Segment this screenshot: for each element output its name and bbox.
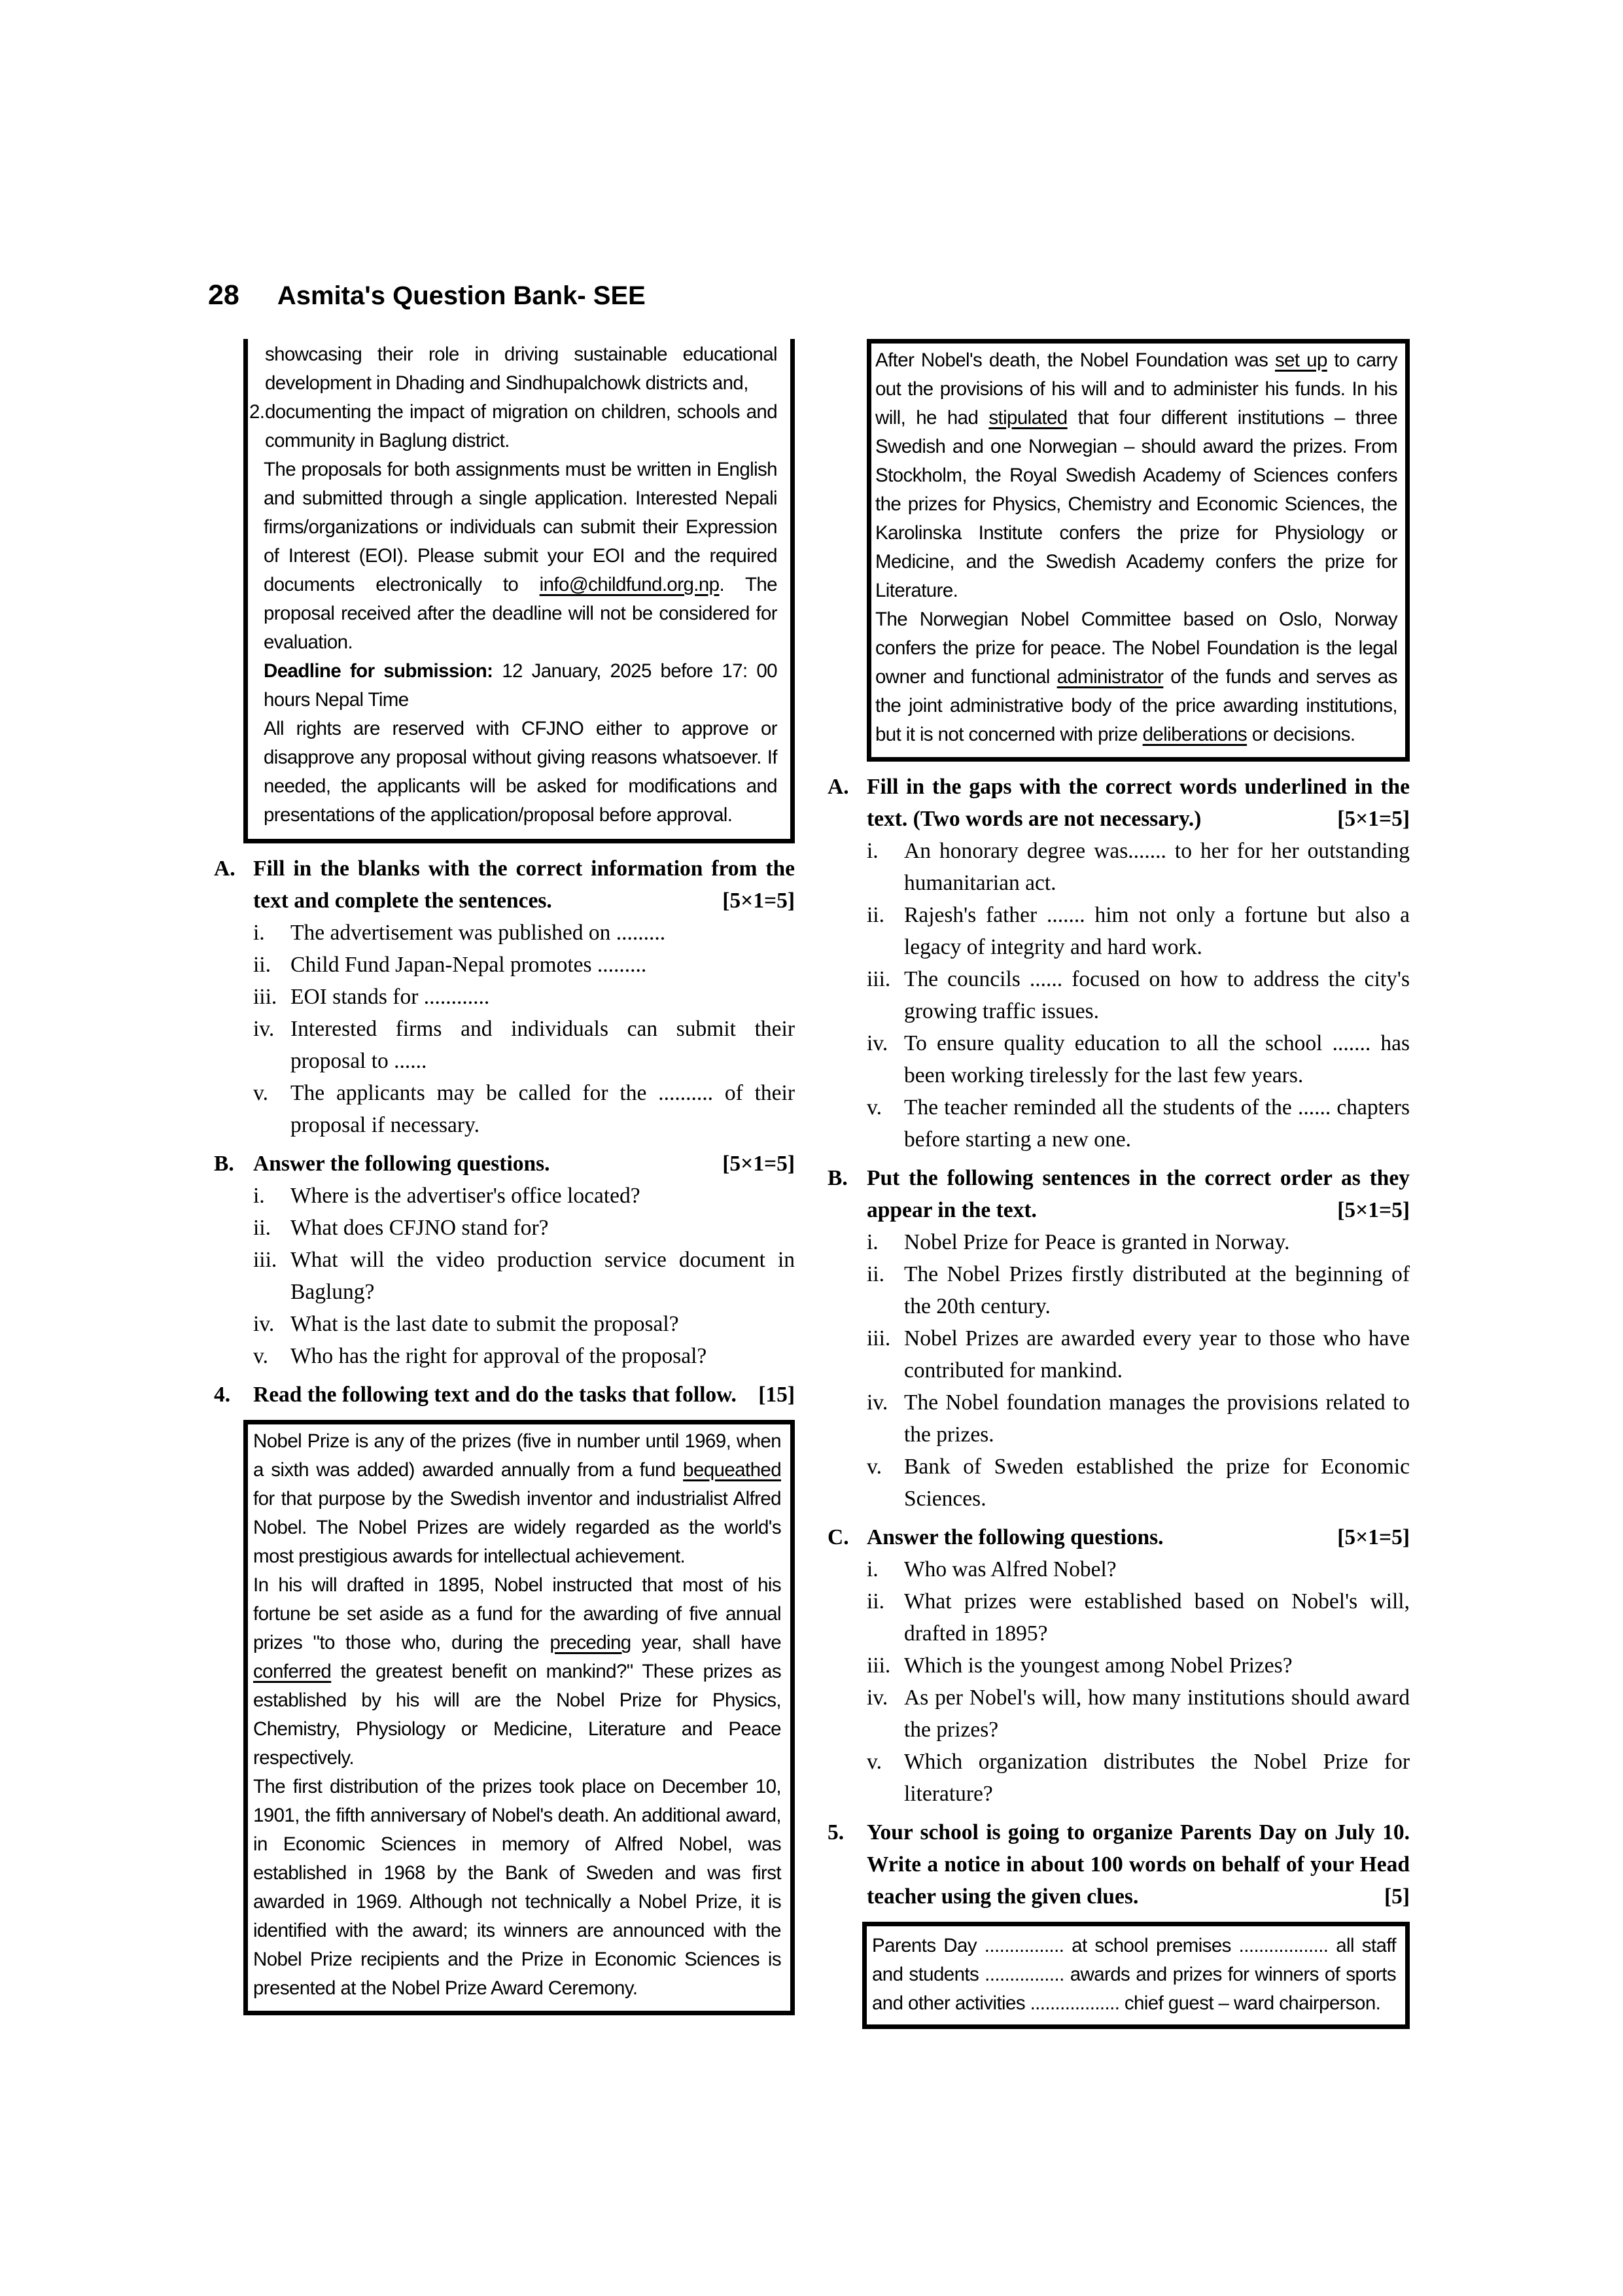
item-label: iv.: [867, 1390, 888, 1415]
section-heading-text: Fill in the blanks with the correct information from the text and complete the sentences.: [253, 857, 795, 913]
section-heading-text: Answer the following questions.: [253, 1152, 550, 1176]
page-title: Asmita's Question Bank- SEE: [277, 281, 646, 310]
question-item: [253, 1308, 795, 1340]
item-label: v.: [867, 1750, 882, 1774]
item-text: As per Nobel's will, how many institutions should award the prizes?: [904, 1686, 1410, 1742]
question-item: [867, 1451, 1410, 1515]
question-item: [253, 1244, 795, 1308]
question-4: [214, 1379, 795, 1411]
item-label: i.: [253, 921, 265, 945]
item-text: The teacher reminded all the students of the ...... chapters before starting a new one.: [904, 1095, 1410, 1152]
item-text: What will the video production service document in Baglung?: [290, 1248, 795, 1304]
item-label: iv.: [867, 1031, 888, 1055]
marks-badge: [5×1=5]: [722, 1152, 795, 1176]
section-b-left: [214, 1148, 795, 1372]
item-label: i.: [867, 839, 879, 863]
question-item: [867, 1386, 1410, 1451]
question-item: [867, 1746, 1410, 1810]
item-label: ii.: [253, 1216, 271, 1240]
item-text: Who has the right for approval of the proposal?: [290, 1344, 707, 1368]
item-label: ii.: [867, 1589, 884, 1614]
paragraph: The proposals for both assignments must be written in English and submitted through a single application. Interested Nepali firms/organizations or individuals can submit their Expression of Interest (EOI). Please submit your EOI and the required documents electronically to info@childfund.org.np. The proposal received after the deadline will not be considered for evaluation.: [264, 459, 777, 653]
paragraph: All rights are reserved with CFJNO either to approve or disapprove any proposal without giving reasons whatsoever. If needed, the applicants will be asked for modifications and presentations of the application/proposal before approval.: [264, 718, 777, 826]
item-text: The Nobel Prizes firstly distributed at the beginning of the 20th century.: [904, 1262, 1410, 1318]
item-text: EOI stands for ............: [290, 985, 490, 1009]
page-header: [208, 281, 646, 309]
item-label: ii.: [253, 953, 271, 977]
deadline-paragraph: Deadline for submission: 12 January, 2025 before 17: 00 hours Nepal Time: [264, 660, 777, 711]
item-label: v.: [867, 1455, 882, 1479]
item-label: v.: [253, 1081, 268, 1105]
right-column: [828, 339, 1410, 2029]
item-label: v.: [867, 1095, 882, 1120]
paragraph: Parents Day ................ at school premises .................. all staff and students ................ awards and prizes for winners of sports and other activities .................. chief guest – ward chairperson.: [872, 1935, 1396, 2014]
item-text: What prizes were established based on Nobel's will, drafted in 1895?: [904, 1589, 1410, 1646]
question-items: [867, 835, 1410, 1156]
item-text: Bank of Sweden established the prize for Economic Sciences.: [904, 1455, 1410, 1511]
item-text: What is the last date to submit the proposal?: [290, 1312, 679, 1336]
paragraph: The Norwegian Nobel Committee based on Oslo, Norway confers the prize for peace. The Nobel Foundation is the legal owner and functional administrator of the funds and serves as the joint administrative body of the price awarding institutions, but it is not concerned with prize deliberations or decisions.: [875, 609, 1397, 745]
question-item: [253, 949, 795, 981]
item-text: Child Fund Japan-Nepal promotes .........: [290, 953, 647, 977]
marks-badge: [5×1=5]: [722, 889, 795, 913]
question-item: [253, 1340, 795, 1372]
item-label: i.: [867, 1557, 879, 1581]
item-label: iii.: [253, 1248, 277, 1272]
nobel-passage-box: [243, 1420, 795, 2015]
question-item: [253, 1212, 795, 1244]
question-item: [867, 1682, 1410, 1746]
question-items: [867, 1226, 1410, 1515]
item-label: iv.: [253, 1312, 275, 1336]
item-label: i.: [253, 1184, 265, 1208]
section-heading: [828, 1816, 1410, 1913]
section-label: 4.: [214, 1383, 231, 1407]
marks-badge: [5×1=5]: [1337, 1525, 1410, 1549]
question-items: [253, 1180, 795, 1372]
item-label: ii.: [867, 1262, 884, 1286]
question-item: [253, 981, 795, 1013]
item-text: Interested firms and individuals can submit their proposal to ......: [290, 1017, 795, 1073]
item-label: v.: [253, 1344, 268, 1368]
section-label: A.: [214, 857, 236, 881]
item-text: Nobel Prize for Peace is granted in Norway.: [904, 1230, 1290, 1254]
item-text: Rajesh's father ....... him not only a fortune but also a legacy of integrity and hard work.: [904, 903, 1410, 959]
item-text: Nobel Prizes are awarded every year to those who have contributed for mankind.: [904, 1326, 1410, 1383]
item-text: The Nobel foundation manages the provisions related to the prizes.: [904, 1390, 1410, 1447]
list-item: [249, 340, 777, 398]
item-text: An honorary degree was....... to her for her outstanding humanitarian act.: [904, 839, 1410, 895]
item-text: documenting the impact of migration on children, schools and community in Baglung district.: [265, 401, 777, 451]
item-label: iv.: [867, 1686, 888, 1710]
question-item: [867, 1322, 1410, 1386]
item-text: showcasing their role in driving sustainable educational development in Dhading and Sindhupalchowk districts and,: [265, 344, 777, 394]
item-label: iii.: [867, 1326, 891, 1351]
page-number: 28: [208, 279, 239, 311]
question-item: [867, 899, 1410, 963]
item-label: ii.: [867, 903, 884, 927]
question-item: [867, 1650, 1410, 1682]
section-label: C.: [828, 1525, 849, 1549]
advertisement-box: [243, 339, 795, 843]
question-item: [867, 1585, 1410, 1650]
section-heading: [828, 771, 1410, 835]
two-column-layout: [214, 339, 1410, 2029]
section-c-right: [828, 1521, 1410, 1810]
section-heading-text: Your school is going to organize Parents Day on July 10. Write a notice in about 100 words on behalf of your Head teacher using the given clues.: [867, 1820, 1410, 1909]
item-text: Where is the advertiser's office located?: [290, 1184, 640, 1208]
marks-badge: [15]: [758, 1383, 795, 1407]
marks-badge: [5×1=5]: [1337, 1198, 1410, 1222]
question-item: [867, 1027, 1410, 1091]
question-item: [253, 1180, 795, 1212]
section-heading-text: Read the following text and do the tasks that follow.: [253, 1383, 737, 1407]
list-item: [249, 398, 777, 455]
question-items: [867, 1553, 1410, 1810]
section-heading-text: Put the following sentences in the correct order as they appear in the text.: [867, 1166, 1410, 1222]
item-text: Who was Alfred Nobel?: [904, 1557, 1117, 1581]
section-heading: [214, 1379, 795, 1411]
question-item: [867, 963, 1410, 1027]
marks-badge: [5]: [1384, 1884, 1410, 1909]
question-item: [253, 1077, 795, 1141]
question-item: [867, 1553, 1410, 1585]
item-label: i.: [867, 1230, 879, 1254]
paragraph: In his will drafted in 1895, Nobel instructed that most of his fortune be set aside as a fund for the awarding of five annual prizes "to those who, during the preceding year, shall have conferred the greatest benefit on mankind?" These prizes as established by his will are the Nobel Prize for Physics, Chemistry, Physiology or Medicine, Literature and Peace respectively.: [253, 1574, 781, 1769]
question-item: [867, 835, 1410, 899]
marks-badge: [5×1=5]: [1337, 807, 1410, 831]
section-a-right: [828, 771, 1410, 1156]
item-text: To ensure quality education to all the school ....... has been working tirelessly for the last few years.: [904, 1031, 1410, 1087]
item-text: Which organization distributes the Nobel Prize for literature?: [904, 1750, 1410, 1806]
item-label: iv.: [253, 1017, 275, 1041]
section-heading-text: Answer the following questions.: [867, 1525, 1164, 1549]
section-label: B.: [828, 1166, 848, 1190]
foundation-passage-box: [867, 339, 1410, 762]
paragraph: After Nobel's death, the Nobel Foundation was set up to carry out the provisions of his will and to administer his funds. In his will, he had stipulated that four different institutions – three Swedish and one Norwegian – should award the prizes. From Stockholm, the Royal Swedish Academy of Sciences confers the prizes for Physics, Chemistry and Economic Sciences, the Karolinska Institute confers the prize for Physiology or Medicine, and the Swedish Academy confers the prize for Literature.: [875, 349, 1398, 601]
section-label: 5.: [828, 1820, 845, 1845]
left-column: [214, 339, 795, 2029]
item-text: Which is the youngest among Nobel Prizes?: [904, 1653, 1293, 1678]
item-number: 2.: [249, 401, 265, 423]
section-heading: [214, 1148, 795, 1180]
paragraph: Nobel Prize is any of the prizes (five in number until 1969, when a sixth was added) awarded annually from a fund bequeathed for that purpose by the Swedish inventor and industrialist Alfred Nobel. The Nobel Prizes are widely regarded as the world's most prestigious awards for intellectual achievement.: [253, 1430, 781, 1567]
section-heading-text: Fill in the gaps with the correct words underlined in the text. (Two words are not necessary.): [867, 775, 1410, 831]
question-5: [828, 1816, 1410, 1913]
item-label: iii.: [867, 1653, 891, 1678]
section-a-left: [214, 853, 795, 1141]
notice-clues-box: [862, 1922, 1410, 2029]
item-text: The applicants may be called for the .......... of their proposal if necessary.: [290, 1081, 795, 1137]
section-heading: [828, 1521, 1410, 1553]
section-heading: [828, 1162, 1410, 1226]
question-item: [253, 917, 795, 949]
section-heading: [214, 853, 795, 917]
item-number: [249, 340, 265, 398]
paragraph: The first distribution of the prizes took place on December 10, 1901, the fifth anniversary of Nobel's death. An additional award, in Economic Sciences in memory of Alfred Nobel, was established in 1968 by the Bank of Sweden and was first awarded in 1969. Although not technically a Nobel Prize, it is identified with the award; its winners are announced with the Nobel Prize recipients and the Prize in Economic Sciences is presented at the Nobel Prize Award Ceremony.: [253, 1776, 781, 1999]
item-label: iii.: [253, 985, 277, 1009]
item-text: The councils ...... focused on how to address the city's growing traffic issues.: [904, 967, 1410, 1023]
question-item: [867, 1226, 1410, 1258]
question-item: [867, 1258, 1410, 1322]
item-label: iii.: [867, 967, 891, 991]
item-text: The advertisement was published on .........: [290, 921, 666, 945]
section-label: A.: [828, 775, 849, 799]
question-item: [253, 1013, 795, 1077]
section-label: B.: [214, 1152, 234, 1176]
question-item: [867, 1091, 1410, 1156]
item-text: What does CFJNO stand for?: [290, 1216, 549, 1240]
section-b-right: [828, 1162, 1410, 1515]
question-items: [253, 917, 795, 1141]
